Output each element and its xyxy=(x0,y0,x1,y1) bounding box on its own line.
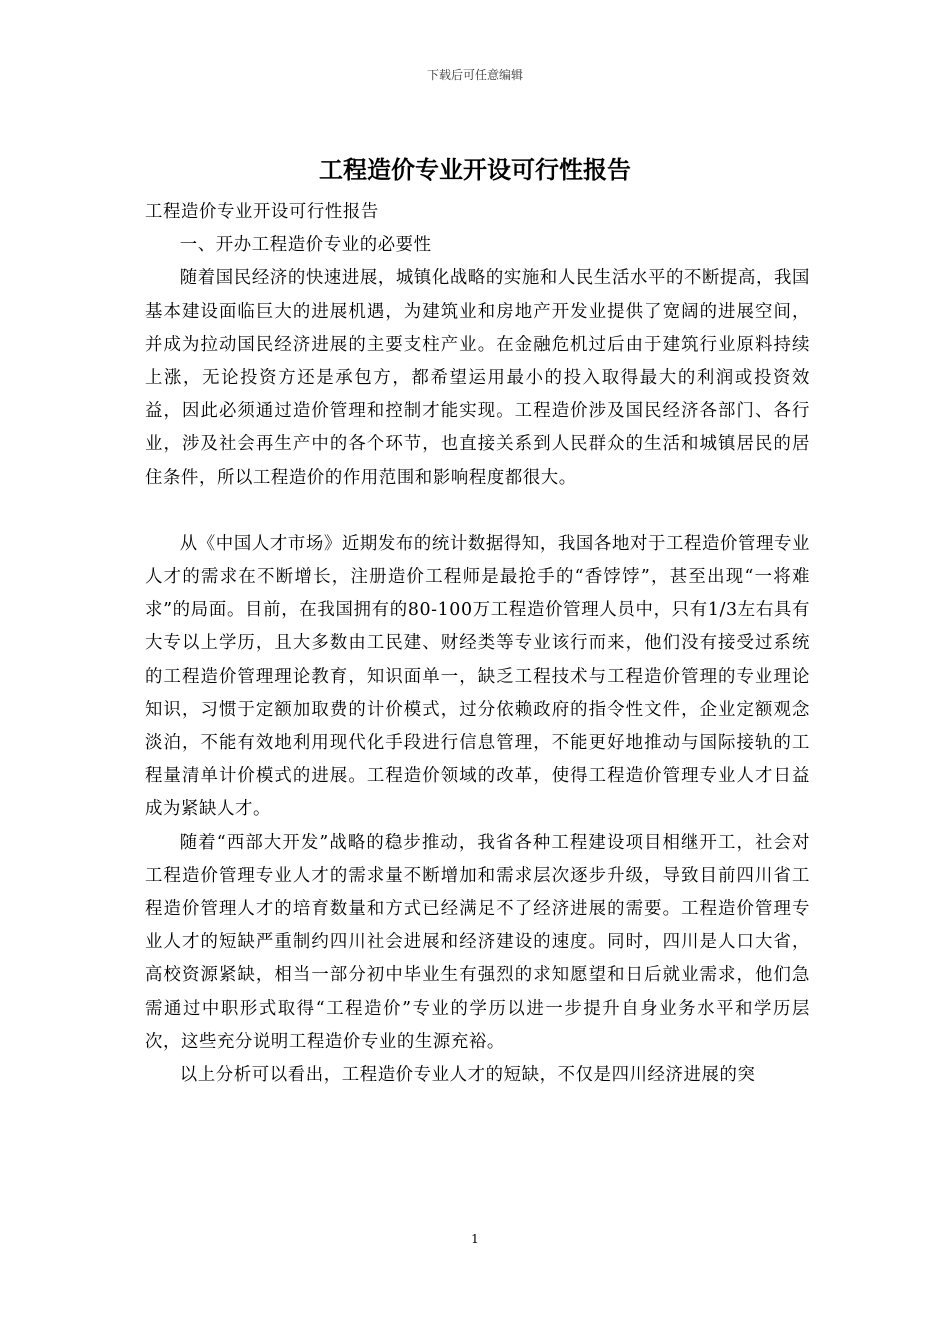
page-number: 1 xyxy=(471,1232,479,1246)
document-body xyxy=(145,196,810,1092)
report-subtitle: 工程造价专业开设可行性报告 xyxy=(145,202,379,222)
body-paragraph: 随着国民经济的快速进展，城镇化战略的实施和人民生活水平的不断提高，我国基本建设面临巨大的进展机遇，为建筑业和房地产开发业提供了宽阔的进展空间，并成为拉动国民经济进展的主要支柱产业。在金融危机过后由于建筑行业原料持续上涨，无论投资方还是承包方，都希望运用最小的投入取得最大的利润或投资效益，因此必须通过造价管理和控制才能实现。工程造价涉及国民经济各部门、各行业，涉及社会再生产中的各个环节，也直接关系到人民群众的生活和城镇居民的居住条件，所以工程造价的作用范围和影响程度都很大。 xyxy=(145,268,810,488)
body-paragraph: 从《中国人才市场》近期发布的统计数据得知，我国各地对于工程造价管理专业人才的需求在不断增长，注册造价工程师是最抢手的“香饽饽”，甚至出现“一将难求”的局面。目前，在我国拥有的80-100万工程造价管理人员中，只有1/3左右具有大专以上学历，且大多数由工民建、财经类等专业该行而来，他们没有接受过系统的工程造价管理理论教育，知识面单一，缺乏工程技术与工程造价管理的专业理论知识，习惯于定额加取费的计价模式，过分依赖政府的指令性文件，企业定额观念淡泊，不能有效地利用现代化手段进行信息管理，不能更好地推动与国际接轨的工程量清单计价模式的进展。工程造价领域的改革，使得工程造价管理专业人才日益成为紧缺人才。 xyxy=(145,533,810,820)
body-paragraph: 以上分析可以看出，工程造价专业人才的短缺，不仅是四川经济进展的突 xyxy=(179,1065,756,1086)
document-title: 工程造价专业开设可行性报告 xyxy=(319,156,631,184)
section-heading-necessity: 一、开办工程造价专业的必要性 xyxy=(179,235,432,256)
paragraph-gap xyxy=(145,495,810,528)
body-paragraph: 随着“西部大开发”战略的稳步推动，我省各种工程建设项目相继开工，社会对工程造价管理专业人才的需求量不断增加和需求层次逐步升级，导致目前四川省工程造价管理人才的培育数量和方式已经满足不了经济进展的需要。工程造价管理专业人才的短缺严重制约四川社会进展和经济建设的速度。同时，四川是人口大省，高校资源紧缺，相当一部分初中毕业生有强烈的求知愿望和日后就业需求，他们急需通过中职形式取得“工程造价”专业的学历以进一步提升自身业务水平和学历层次，这些充分说明工程造价专业的生源充裕。 xyxy=(145,832,810,1052)
page-header-note: 下载后可任意编辑 xyxy=(426,68,523,82)
